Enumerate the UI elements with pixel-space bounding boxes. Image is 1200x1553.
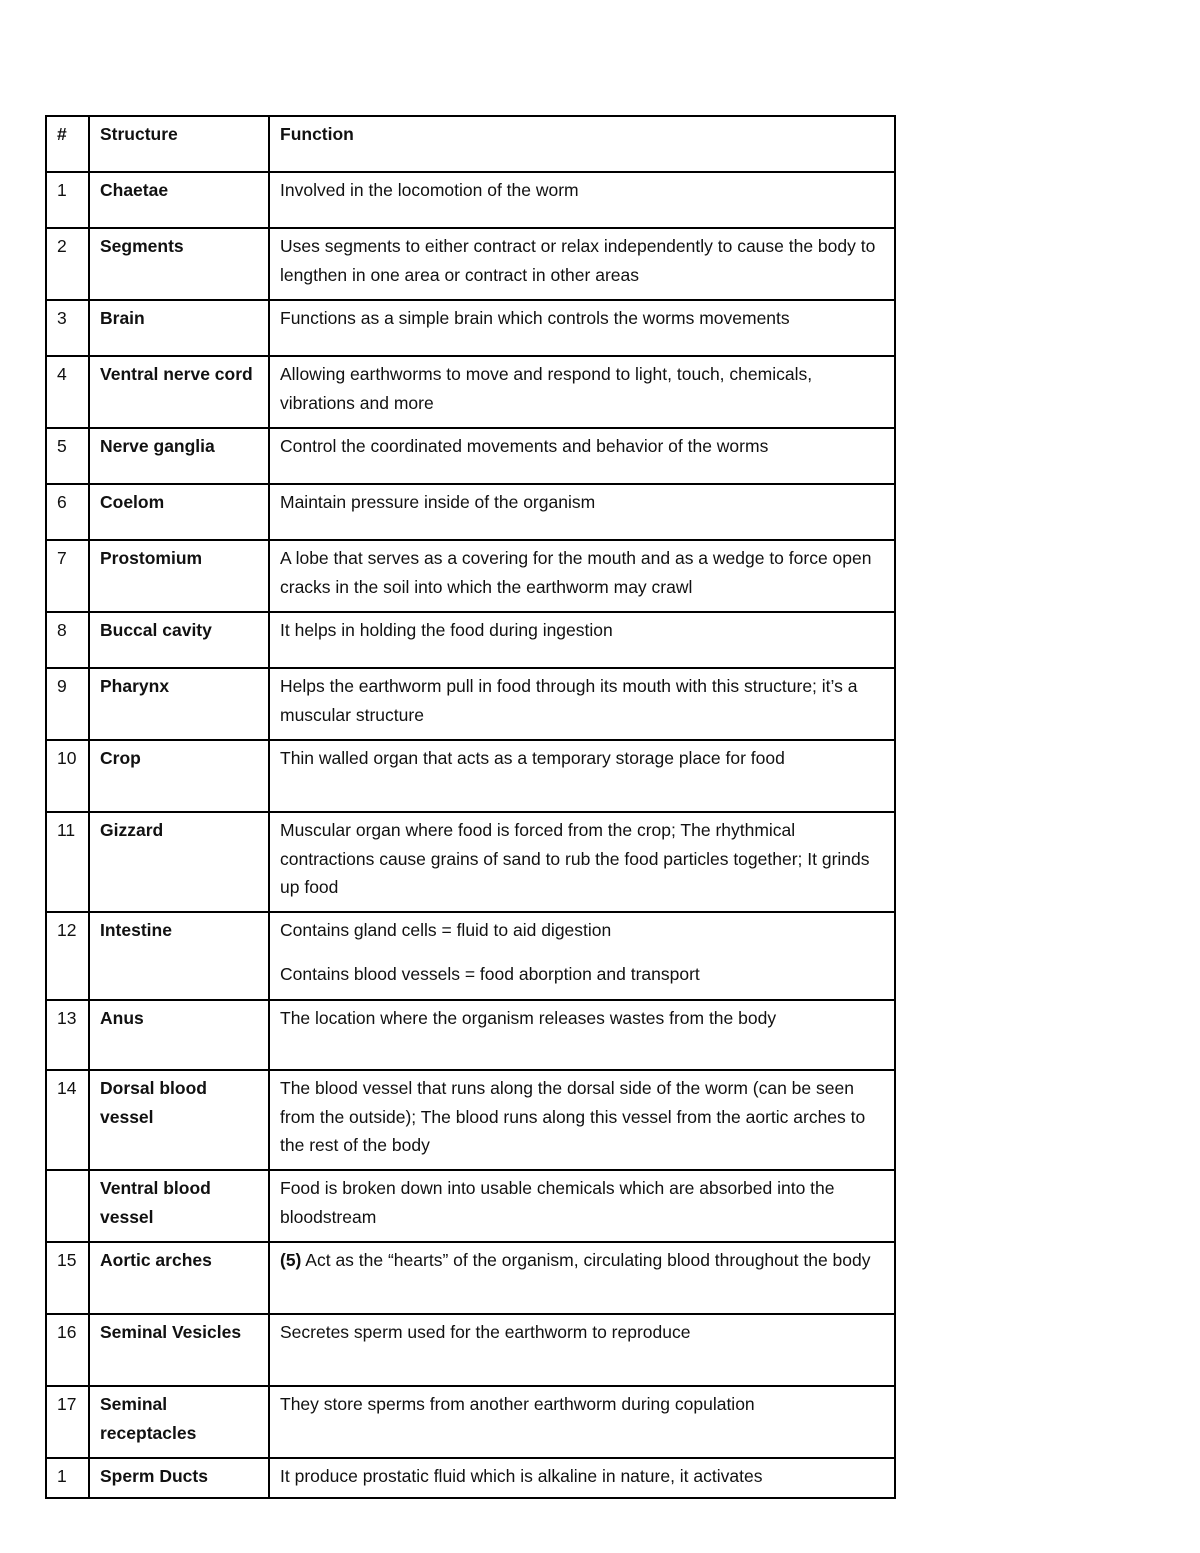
function-text: Contains blood vessels = food aborption and transport <box>280 963 700 984</box>
header-function: Function <box>269 116 895 172</box>
structure-name: Chaetae <box>89 172 269 228</box>
function-text: Maintain pressure inside of the organism <box>280 492 596 512</box>
table-row <box>46 1458 895 1498</box>
structure-name: Dorsal blood vessel <box>89 1070 269 1170</box>
function-description <box>269 1458 895 1498</box>
function-description <box>269 740 895 812</box>
structure-name: Seminal Vesicles <box>89 1314 269 1386</box>
function-description <box>269 1242 895 1314</box>
function-text: Contains gland cells = fluid to aid digestion <box>280 920 612 940</box>
function-text: The blood vessel that runs along the dorsal side of the worm (can be seen from the outside); The blood runs along this vessel from the aortic arches to the rest of the body <box>280 1078 866 1155</box>
row-number: 1 <box>46 1458 89 1498</box>
row-number: 2 <box>46 228 89 300</box>
function-description <box>269 1386 895 1458</box>
row-number: 4 <box>46 356 89 428</box>
row-number: 9 <box>46 668 89 740</box>
table-row <box>46 1386 895 1458</box>
table-row <box>46 1000 895 1070</box>
row-number <box>46 1170 89 1242</box>
structure-name: Buccal cavity <box>89 612 269 668</box>
structure-name: Anus <box>89 1000 269 1070</box>
function-text: Involved in the locomotion of the worm <box>280 180 579 200</box>
structure-name: Nerve ganglia <box>89 428 269 484</box>
function-text: A lobe that serves as a covering for the mouth and as a wedge to force open cracks in the soil into which the earthworm may crawl <box>280 548 872 597</box>
row-number: 5 <box>46 428 89 484</box>
function-text: It helps in holding the food during ingestion <box>280 620 613 640</box>
structure-name: Pharynx <box>89 668 269 740</box>
function-description <box>269 1000 895 1070</box>
function-description <box>269 356 895 428</box>
table-row <box>46 540 895 612</box>
table-row <box>46 612 895 668</box>
function-text: Functions as a simple brain which controls the worms movements <box>280 308 790 328</box>
table-row <box>46 812 895 912</box>
row-number: 15 <box>46 1242 89 1314</box>
table-row <box>46 484 895 540</box>
structure-name: Prostomium <box>89 540 269 612</box>
function-description <box>269 172 895 228</box>
structure-name: Segments <box>89 228 269 300</box>
table-row <box>46 1170 895 1242</box>
function-description <box>269 668 895 740</box>
row-number: 12 <box>46 912 89 1000</box>
row-number: 17 <box>46 1386 89 1458</box>
table-row <box>46 1242 895 1314</box>
structure-name: Crop <box>89 740 269 812</box>
row-number: 8 <box>46 612 89 668</box>
function-prefix: (5) <box>280 1250 302 1270</box>
function-text: Secretes sperm used for the earthworm to reproduce <box>280 1322 691 1342</box>
header-structure: Structure <box>89 116 269 172</box>
structure-name: Intestine <box>89 912 269 1000</box>
table-row <box>46 228 895 300</box>
header-number: # <box>46 116 89 172</box>
function-text <box>280 1246 884 1275</box>
function-description <box>269 1070 895 1170</box>
function-text: Allowing earthworms to move and respond to light, touch, chemicals, vibrations and more <box>280 364 813 413</box>
table-row <box>46 428 895 484</box>
structure-name: Aortic arches <box>89 1242 269 1314</box>
table-row <box>46 1314 895 1386</box>
table-row <box>46 668 895 740</box>
function-text: The location where the organism releases wastes from the body <box>280 1008 777 1028</box>
table-row <box>46 740 895 812</box>
function-description <box>269 484 895 540</box>
structure-name: Ventral blood vessel <box>89 1170 269 1242</box>
row-number: 1 <box>46 172 89 228</box>
function-text: Control the coordinated movements and behavior of the worms <box>280 436 769 456</box>
function-text: Muscular organ where food is forced from the crop; The rhythmical contractions cause grains of sand to rub the food particles together; It grinds up food <box>280 820 870 897</box>
header-row <box>46 116 895 172</box>
structure-name: Ventral nerve cord <box>89 356 269 428</box>
function-description <box>269 228 895 300</box>
table-row <box>46 356 895 428</box>
function-description <box>269 812 895 912</box>
function-description <box>269 428 895 484</box>
row-number: 14 <box>46 1070 89 1170</box>
function-description <box>269 540 895 612</box>
function-text: It produce prostatic fluid which is alkaline in nature, it activates <box>280 1466 763 1486</box>
table-body <box>46 116 895 1498</box>
function-text: Thin walled organ that acts as a temporary storage place for food <box>280 748 785 768</box>
function-text: Uses segments to either contract or relax independently to cause the body to lengthen in one area or contract in other areas <box>280 236 876 285</box>
function-description <box>269 612 895 668</box>
structure-function-table <box>45 115 896 1499</box>
row-number: 6 <box>46 484 89 540</box>
function-text: They store sperms from another earthworm during copulation <box>280 1394 755 1414</box>
structure-name: Seminal receptacles <box>89 1386 269 1458</box>
row-number: 3 <box>46 300 89 356</box>
function-text: Helps the earthworm pull in food through its mouth with this structure; it’s a muscular structure <box>280 676 858 725</box>
function-description <box>269 1314 895 1386</box>
function-text: Food is broken down into usable chemicals which are absorbed into the bloodstream <box>280 1178 835 1227</box>
row-number: 16 <box>46 1314 89 1386</box>
row-number: 11 <box>46 812 89 912</box>
function-description <box>269 1170 895 1242</box>
structure-name: Coelom <box>89 484 269 540</box>
function-description <box>269 912 895 1000</box>
structure-name: Gizzard <box>89 812 269 912</box>
function-description <box>269 300 895 356</box>
table-row <box>46 172 895 228</box>
function-text-body: Act as the “hearts” of the organism, circulating blood throughout the body <box>305 1250 871 1270</box>
row-number: 7 <box>46 540 89 612</box>
table-row <box>46 1070 895 1170</box>
table-row <box>46 300 895 356</box>
structure-name: Sperm Ducts <box>89 1458 269 1498</box>
table-row <box>46 912 895 1000</box>
row-number: 13 <box>46 1000 89 1070</box>
structure-name: Brain <box>89 300 269 356</box>
row-number: 10 <box>46 740 89 812</box>
